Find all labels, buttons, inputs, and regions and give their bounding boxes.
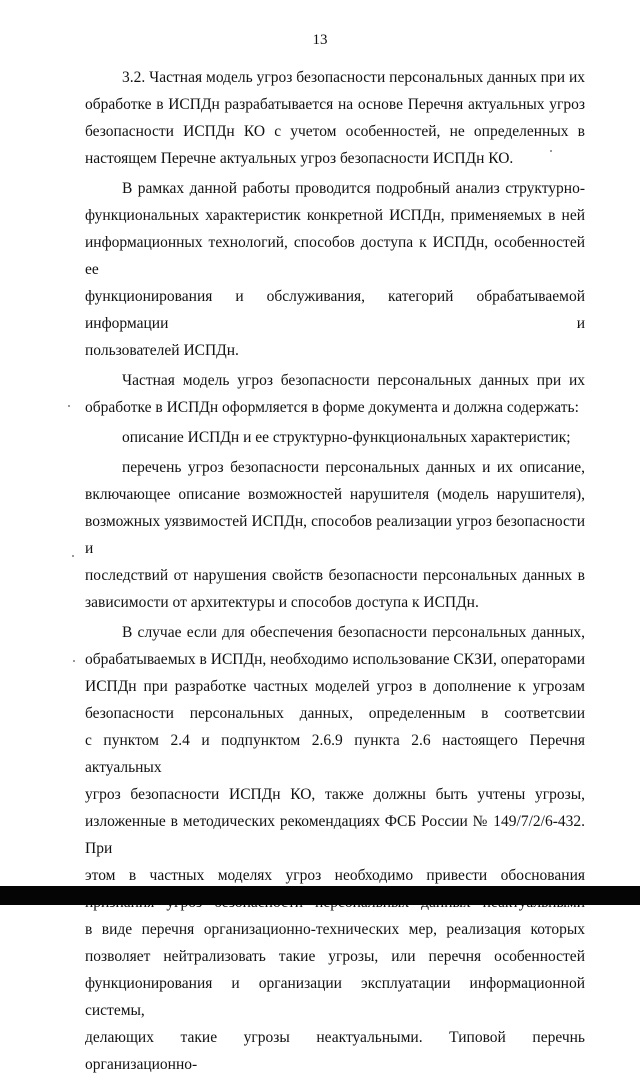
text-line: позволяет нейтрализовать такие угрозы, или перечня особенностей [85,948,585,965]
text-line: Частная модель угроз безопасности персональных данных при их [122,372,585,389]
text-line: угроз безопасности ИСПДн КО, также должны быть учтены угрозы, [85,786,585,803]
text-line: обрабатываемых в ИСПДн, необходимо использование СКЗИ, операторами [85,651,585,668]
page-number: 13 [312,32,328,48]
text-line: информационных технологий, способов доступа к ИСПДн, особенностей ее [85,234,585,278]
text-line: последствий от нарушения свойств безопасности персональных данных в [85,567,585,584]
text-line: функционирования и организации эксплуатации информационной системы, [85,975,585,1019]
text-line: описание ИСПДн и ее структурно-функциональных характеристик; [122,429,571,446]
text-line: безопасности ИСПДн КО с учетом особенностей, не определенных в [85,123,585,140]
text-line: В рамках данной работы проводится подробный анализ структурно- [122,180,585,197]
text-line: включающее описание возможностей нарушителя (модель нарушителя), [85,486,585,503]
paragraph-skzi [85,619,585,1078]
document-body [85,64,585,1081]
paragraph-analysis [85,175,585,364]
paragraph-private-model [85,367,585,421]
scan-bottom-edge [0,886,640,905]
text-line: возможных уязвимостей ИСПДн, способов реализации угроз безопасности и [85,513,585,557]
text-line: В случае если для обеспечения безопасности персональных данных, [122,624,585,641]
paragraph-threat-list [85,454,585,616]
text-line: обработке в ИСПДн оформляется в форме документа и должна содержать: [85,399,579,416]
text-line: 3.2. Частная модель угроз безопасности персональных данных при их [122,69,585,86]
scan-speck [73,660,75,662]
text-line: изложенные в методических рекомендациях ФСБ России № 149/7/2/6-432. При [85,813,585,857]
text-line: с пунктом 2.4 и подпунктом 2.6.9 пункта 2.6 настоящего Перечня актуальных [85,732,585,776]
text-line: перечень угроз безопасности персональных данных и их описание, [122,459,585,476]
paragraph-description [85,424,585,451]
text-line: функциональных характеристик конкретной ИСПДн, применяемых в ней [85,207,585,224]
text-line: в виде перечня организационно-технических мер, реализация которых [85,921,585,938]
text-line: зависимости от архитектуры и способов доступа к ИСПДн. [85,594,479,611]
text-line: обработке в ИСПДн разрабатывается на основе Перечня актуальных угроз [85,96,585,113]
scan-speck [72,555,74,557]
text-line: функционирования и обслуживания, категорий обрабатываемой информации и [85,288,585,332]
scan-speck [550,150,552,152]
text-line: пользователей ИСПДн. [85,342,239,359]
text-line: этом в частных моделях угроз необходимо привести обоснования [85,867,585,884]
paragraph-3-2 [85,64,585,172]
scan-speck [68,405,70,407]
text-line: безопасности персональных данных, определенным в соответсвии [85,705,585,722]
text-line: настоящем Перечне актуальных угроз безопасности ИСПДн КО. [85,150,514,167]
text-line: ИСПДн при разработке частных моделей угроз в дополнение к угрозам [85,678,585,695]
text-line: делающих такие угрозы неактуальными. Типовой перечнь организационно- [85,1029,585,1073]
